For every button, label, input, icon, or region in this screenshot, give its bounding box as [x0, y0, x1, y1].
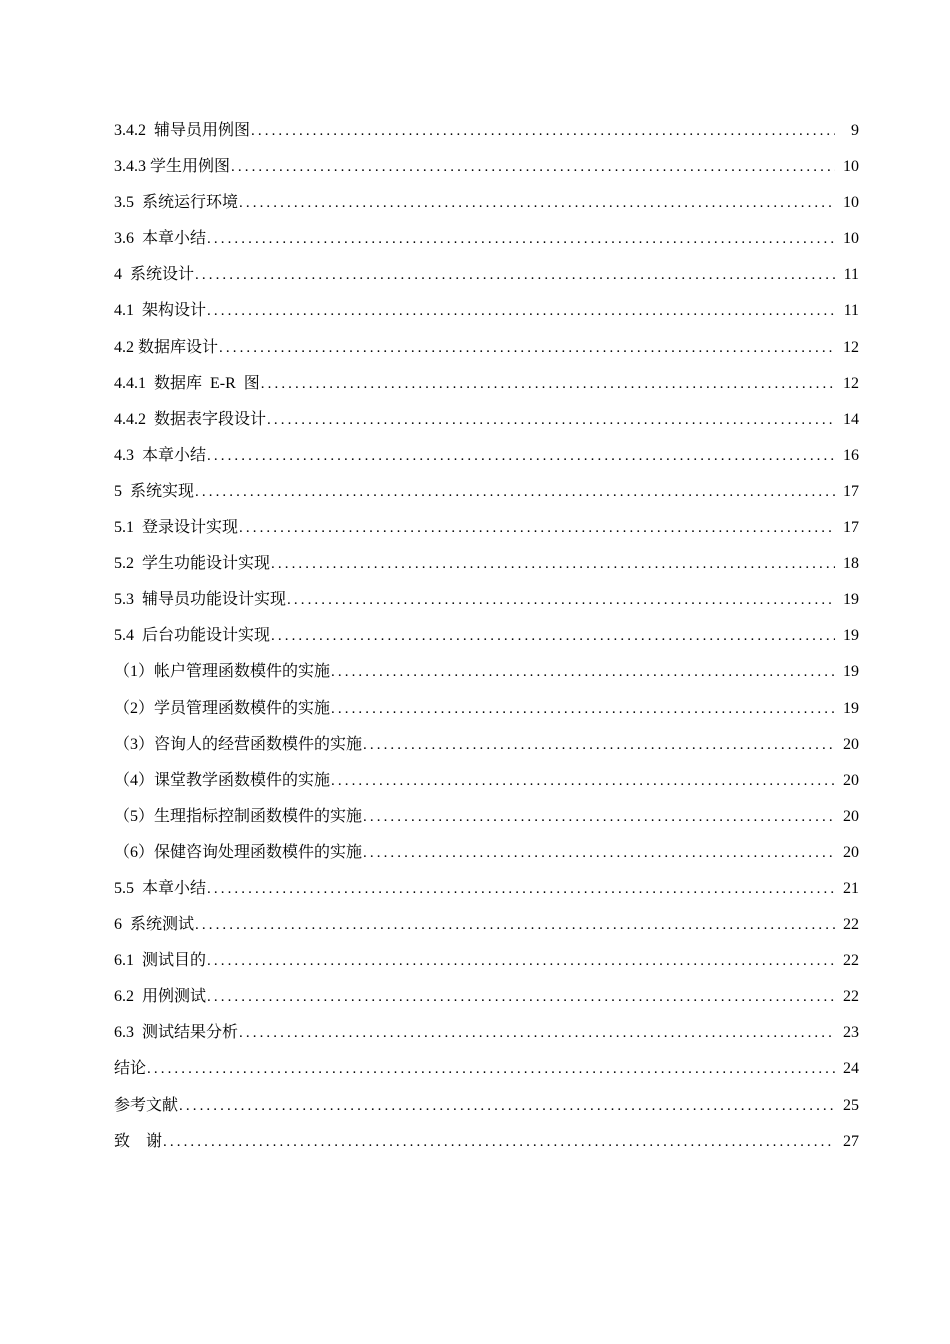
toc-entry[interactable] — [114, 979, 859, 1015]
toc-dot-leader — [195, 257, 835, 293]
toc-dot-leader — [163, 1124, 835, 1160]
toc-entry-page-number: 19 — [843, 627, 859, 645]
toc-entry[interactable] — [114, 763, 859, 799]
toc-dot-leader — [239, 1015, 835, 1051]
toc-entry-title: 5.2 学生功能设计实现 — [114, 555, 271, 573]
toc-dot-leader — [287, 582, 835, 618]
toc-dot-leader — [261, 366, 835, 402]
toc-dot-leader — [251, 113, 835, 149]
toc-entry-page-number: 9 — [851, 122, 859, 139]
toc-entry-page-number: 10 — [843, 194, 859, 212]
toc-dot-leader — [271, 546, 835, 582]
toc-entry-page-number: 20 — [843, 843, 859, 861]
toc-entry[interactable] — [114, 221, 859, 257]
toc-entry-page-number: 10 — [843, 230, 859, 248]
toc-entry[interactable] — [114, 654, 859, 690]
toc-dot-leader — [147, 1051, 835, 1087]
toc-entry-title: 5.4 后台功能设计实现 — [114, 627, 271, 645]
toc-entry-page-number: 19 — [843, 663, 859, 681]
toc-entry-title: 3.4.2 辅导员用例图 — [114, 122, 251, 139]
toc-entry[interactable] — [114, 943, 859, 979]
toc-entry[interactable] — [114, 799, 859, 835]
toc-entry-page-number: 22 — [843, 916, 859, 934]
toc-entry-page-number: 16 — [843, 446, 859, 464]
toc-entry-title: 3.5 系统运行环境 — [114, 194, 239, 212]
toc-entry[interactable] — [114, 871, 859, 907]
toc-entry-title: 3.6 本章小结 — [114, 230, 207, 248]
toc-entry-title: 6.1 测试目的 — [114, 952, 207, 970]
toc-dot-leader — [195, 907, 835, 943]
toc-entry-page-number: 27 — [843, 1132, 859, 1150]
toc-dot-leader — [207, 943, 835, 979]
toc-dot-leader — [195, 474, 835, 510]
toc-entry-page-number: 14 — [843, 410, 859, 428]
toc-entry[interactable] — [114, 1088, 859, 1124]
toc-dot-leader — [267, 402, 835, 438]
toc-entry[interactable] — [114, 691, 859, 727]
toc-entry[interactable] — [114, 366, 859, 402]
toc-dot-leader — [207, 979, 835, 1015]
toc-entry[interactable] — [114, 618, 859, 654]
toc-entry[interactable] — [114, 113, 859, 149]
toc-entry-title: 3.4.3 学生用例图 — [114, 158, 231, 176]
toc-entry-title: 4.4.2 数据表字段设计 — [114, 410, 267, 428]
toc-entry[interactable] — [114, 907, 859, 943]
toc-entry-title: （1）帐户管理函数模件的实施 — [114, 663, 331, 681]
toc-entry-title: 4 系统设计 — [114, 266, 195, 284]
toc-dot-leader — [363, 835, 835, 871]
toc-entry-page-number: 20 — [843, 735, 859, 753]
toc-dot-leader — [207, 871, 835, 907]
toc-dot-leader — [207, 221, 835, 257]
toc-entry-title: 5 系统实现 — [114, 482, 195, 500]
toc-dot-leader — [331, 763, 835, 799]
toc-entry-title: 致 谢 — [114, 1132, 163, 1150]
toc-dot-leader — [331, 691, 835, 727]
toc-entry[interactable] — [114, 330, 859, 366]
toc-entry-title: 4.2 数据库设计 — [114, 338, 219, 356]
toc-entry[interactable] — [114, 293, 859, 329]
toc-entry-page-number: 21 — [843, 879, 859, 897]
toc-entry-title: 参考文献 — [114, 1096, 179, 1114]
toc-entry-page-number: 23 — [843, 1024, 859, 1042]
toc-entry-page-number: 22 — [843, 988, 859, 1006]
toc-entry-page-number: 12 — [843, 338, 859, 356]
toc-entry-title: （3）咨询人的经营函数模件的实施 — [114, 735, 363, 753]
toc-entry-title: 5.1 登录设计实现 — [114, 519, 239, 537]
toc-entry-title: （2）学员管理函数模件的实施 — [114, 699, 331, 717]
toc-entry-title: （4）课堂教学函数模件的实施 — [114, 771, 331, 789]
table-of-contents — [114, 113, 859, 1160]
toc-entry-page-number: 10 — [843, 158, 859, 176]
toc-dot-leader — [231, 149, 835, 185]
toc-entry-title: 6.2 用例测试 — [114, 988, 207, 1006]
toc-entry-title: 4.1 架构设计 — [114, 302, 207, 320]
toc-entry-page-number: 24 — [843, 1060, 859, 1078]
toc-dot-leader — [239, 510, 835, 546]
toc-entry[interactable] — [114, 835, 859, 871]
toc-entry[interactable] — [114, 438, 859, 474]
toc-entry-page-number: 12 — [843, 374, 859, 392]
toc-entry-page-number: 20 — [843, 771, 859, 789]
toc-entry-page-number: 20 — [843, 807, 859, 825]
toc-dot-leader — [239, 185, 835, 221]
toc-entry-title: 6.3 测试结果分析 — [114, 1024, 239, 1042]
toc-entry[interactable] — [114, 257, 859, 293]
toc-entry-title: （6）保健咨询处理函数模件的实施 — [114, 843, 363, 861]
toc-entry-page-number: 19 — [843, 699, 859, 717]
toc-entry[interactable] — [114, 727, 859, 763]
toc-entry-page-number: 17 — [843, 519, 859, 537]
toc-entry[interactable] — [114, 149, 859, 185]
toc-entry[interactable] — [114, 185, 859, 221]
toc-entry-title: 4.4.1 数据库 E-R 图 — [114, 374, 260, 392]
toc-dot-leader — [271, 618, 835, 654]
toc-entry-page-number: 17 — [843, 482, 859, 500]
toc-entry[interactable] — [114, 1015, 859, 1051]
toc-entry-page-number: 11 — [843, 266, 859, 284]
toc-entry[interactable] — [114, 402, 859, 438]
toc-entry-title: 结论 — [114, 1060, 147, 1078]
toc-entry[interactable] — [114, 582, 859, 618]
toc-entry-title: 6 系统测试 — [114, 916, 195, 934]
toc-entry-page-number: 11 — [843, 302, 859, 320]
toc-entry-page-number: 25 — [843, 1096, 859, 1114]
toc-entry[interactable] — [114, 1124, 859, 1160]
toc-dot-leader — [363, 727, 835, 763]
toc-dot-leader — [207, 293, 835, 329]
toc-entry[interactable] — [114, 474, 859, 510]
toc-dot-leader — [179, 1088, 835, 1124]
toc-entry-page-number: 22 — [843, 952, 859, 970]
toc-entry-title: 4.3 本章小结 — [114, 446, 207, 464]
toc-dot-leader — [363, 799, 835, 835]
toc-entry[interactable] — [114, 546, 859, 582]
toc-dot-leader — [331, 654, 835, 690]
toc-entry-title: 5.3 辅导员功能设计实现 — [114, 591, 287, 609]
toc-entry-page-number: 18 — [843, 555, 859, 573]
toc-dot-leader — [219, 330, 835, 366]
toc-entry-title: （5）生理指标控制函数模件的实施 — [114, 807, 363, 825]
toc-entry-page-number: 19 — [843, 591, 859, 609]
toc-entry[interactable] — [114, 510, 859, 546]
toc-entry[interactable] — [114, 1051, 859, 1087]
toc-dot-leader — [207, 438, 835, 474]
toc-entry-title: 5.5 本章小结 — [114, 879, 207, 897]
